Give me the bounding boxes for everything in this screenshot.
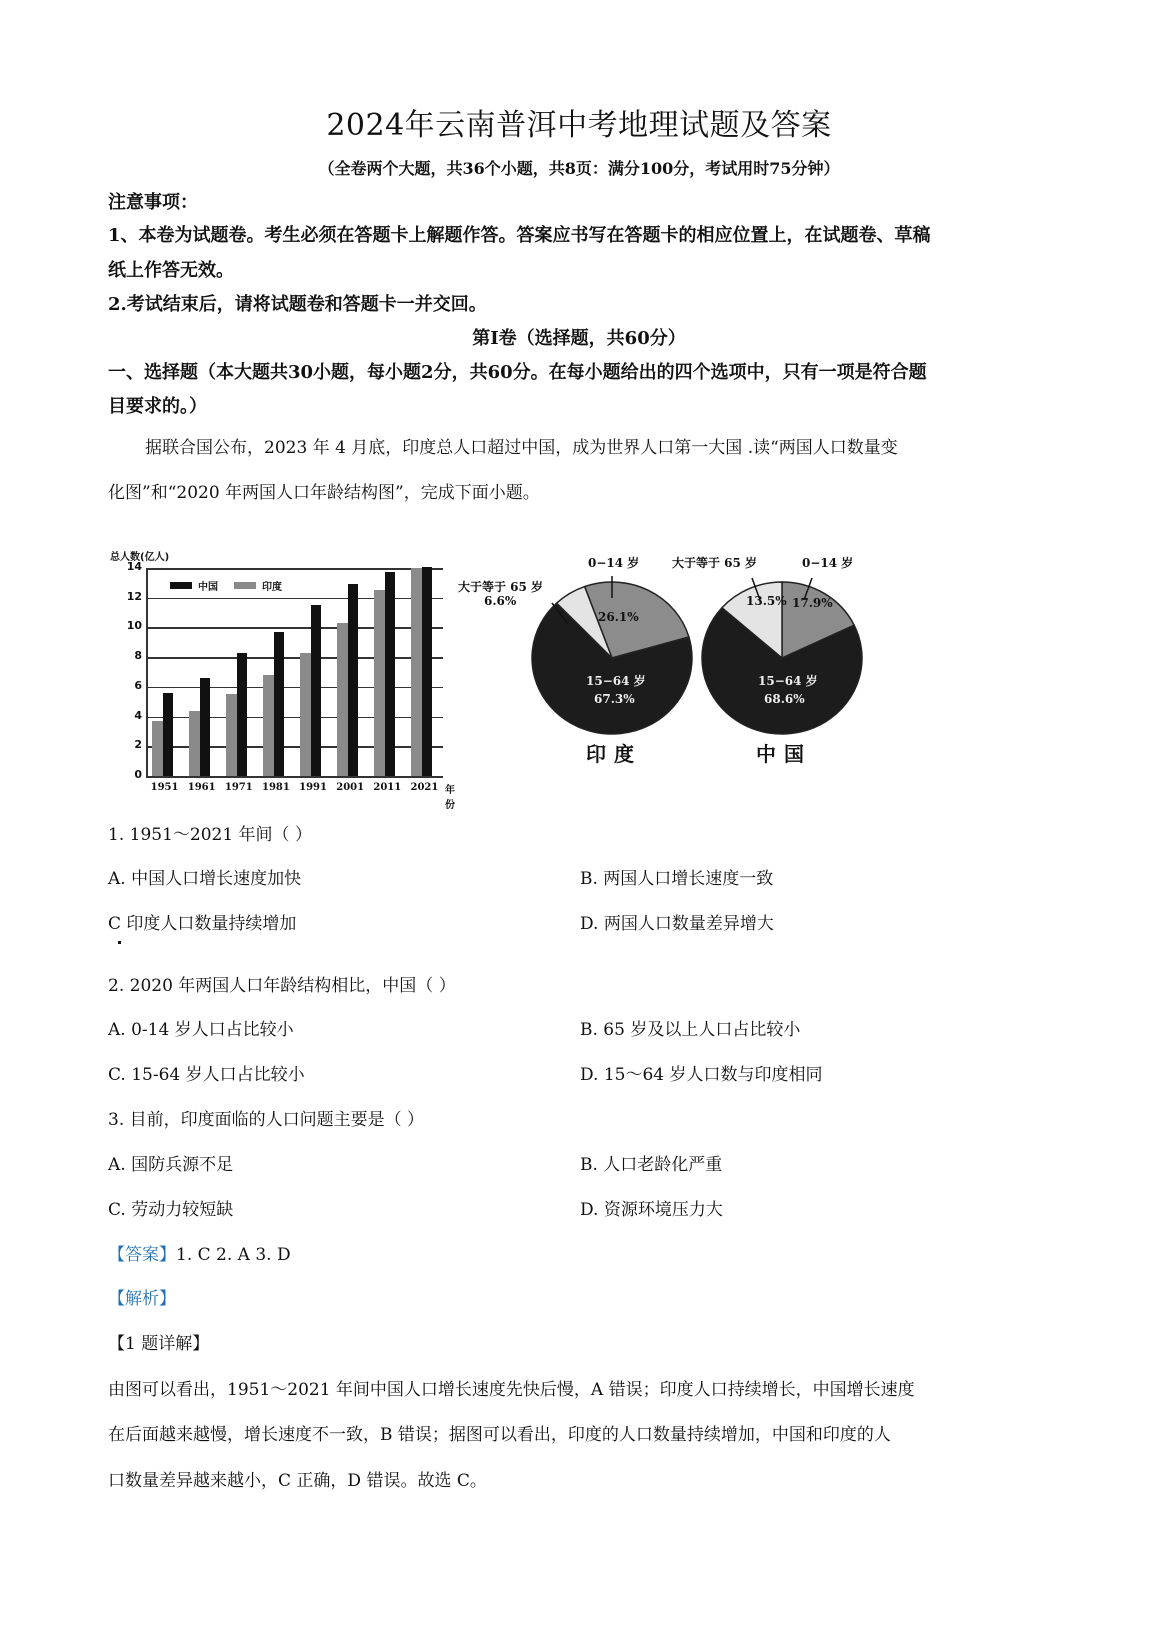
china-bar (311, 605, 321, 776)
india-label-65plus: 大于等于 65 岁 (458, 580, 544, 594)
india-label-0-14: 0−14 岁 (588, 556, 640, 570)
population-bar-chart (108, 548, 458, 811)
x-tick-label: 1961 (187, 782, 216, 793)
x-tick-label: 1981 (262, 782, 290, 793)
question-3-option-c: C. 劳动力较短缺 (108, 1200, 234, 1220)
question-1-stem: 1. 1951～2021 年间（ ） (108, 825, 312, 845)
india-bar (226, 694, 237, 776)
question-2-option-d: D. 15～64 岁人口数与印度相同 (580, 1065, 823, 1085)
india-bar (337, 623, 348, 776)
china-label-0-14: 0−14 岁 (802, 556, 854, 570)
india-bar (374, 590, 385, 776)
gridline (146, 776, 443, 778)
india-pie-title: 印度 (586, 742, 642, 766)
india-bar (263, 675, 274, 776)
document-title: 2024年云南普洱中考地理试题及答案 (326, 108, 832, 143)
china-bar (200, 678, 210, 776)
question-1-option-b: B. 两国人口增长速度一致 (580, 869, 774, 889)
question-1-option-d: D. 两国人口数量差异增大 (580, 914, 774, 934)
question-2-stem: 2. 2020 年两国人口年龄结构相比，中国（ ） (108, 976, 456, 996)
answer-line (108, 1240, 291, 1265)
china-label-65plus: 大于等于 65 岁 (672, 556, 758, 570)
x-tick-label: 2001 (336, 782, 365, 793)
y-tick-label: 10 (126, 619, 142, 633)
q1-analysis-line-1: 由图可以看出，1951～2021 年间中国人口增长速度先快后慢，A 错误；印度人口持续增长，中国增长速度 (108, 1380, 915, 1400)
document-subtitle: （全卷两个大题，共36个小题，共8页：满分100分，考试用时75分钟） (318, 159, 840, 178)
intro-paragraph-cont: 化图”和“2020 年两国人口年龄结构图”，完成下面小题。 (108, 483, 540, 503)
q1-analysis-line-3: 口数量差异越来越小，C 正确，D 错误。故选 C。 (108, 1471, 487, 1491)
y-tick-label: 6 (134, 678, 142, 692)
question-3-option-d: D. 资源环境压力大 (580, 1200, 723, 1220)
china-bar (237, 653, 247, 776)
part-heading: 一、选择题（本大题共30小题，每小题2分，共60分。在每小题给出的四个选项中，只有一项是符合题 (108, 362, 927, 383)
india-bar (300, 653, 311, 776)
plot-area (108, 548, 458, 811)
question-2-option-b: B. 65 岁及以上人口占比较小 (580, 1020, 801, 1040)
chart-legend (166, 578, 286, 593)
stray-dot (118, 941, 121, 944)
gridline (146, 568, 443, 570)
x-tick-label: 1991 (299, 782, 327, 793)
china-bar (348, 584, 358, 776)
question-3-option-a: A. 国防兵源不足 (108, 1155, 234, 1175)
china-value-65plus: 13.5% (746, 594, 787, 608)
china-bar (422, 567, 432, 776)
china-pie-chart (672, 548, 880, 788)
question-1-option-a: A. 中国人口增长速度加快 (108, 869, 302, 889)
china-pie-title: 中国 (756, 742, 812, 766)
intro-paragraph: 据联合国公布，2023 年 4 月底，印度总人口超过中国，成为世界人口第一大国 .读“两国人口数量变 (145, 438, 898, 458)
answer-label: 【答案】 (108, 1245, 176, 1265)
china-bar (163, 693, 173, 776)
legend-swatch-india (234, 582, 256, 589)
y-tick-label: 2 (134, 738, 142, 752)
x-axis-label: 年份 (445, 785, 455, 811)
y-tick-label: 0 (134, 768, 142, 781)
y-tick-label: 12 (126, 589, 142, 603)
china-label-15-64: 15−64 岁 (758, 674, 818, 688)
china-value-0-14: 17.9% (792, 596, 833, 610)
india-bar (152, 721, 163, 776)
question-2-option-c: C. 15-64 岁人口占比较小 (108, 1065, 305, 1085)
legend-swatch-china (170, 582, 192, 589)
y-tick-label: 8 (134, 649, 142, 663)
gridline (146, 627, 443, 629)
notice-heading: 注意事项： (108, 192, 198, 213)
x-tick-label: 2021 (410, 782, 439, 793)
china-bar (274, 632, 284, 776)
y-tick-label: 14 (126, 560, 142, 573)
answer-text: 1. C 2. A 3. D (176, 1245, 291, 1265)
y-axis-label: 总人数(亿人) (110, 552, 170, 563)
x-tick-label: 1971 (224, 782, 253, 793)
legend-label-china: 中国 (198, 582, 218, 593)
q1-analysis-line-2: 在后面越来越慢，增长速度不一致，B 错误；据图可以看出，印度的人口数量持续增加，中国和印度的人 (108, 1425, 891, 1445)
india-bar (411, 568, 422, 776)
notice-item-1-cont: 纸上作答无效。 (108, 260, 234, 281)
notice-item-2: 2.考试结束后，请将试题卷和答题卡一并交回。 (108, 294, 487, 315)
q1-analysis-heading: 【1 题详解】 (108, 1334, 210, 1354)
question-2-option-a: A. 0-14 岁人口占比较小 (108, 1020, 294, 1040)
part-heading-cont: 目要求的。） (108, 396, 207, 417)
x-tick-label: 2011 (373, 782, 402, 793)
notice-item-1: 1、本卷为试题卷。考生必须在答题卡上解题作答。答案应书写在答题卡的相应位置上，在试题卷、草稿 (108, 225, 931, 246)
x-tick-label: 1951 (150, 782, 179, 793)
gridline (146, 598, 443, 600)
india-bar (189, 711, 200, 776)
china-value-15-64: 68.6% (764, 692, 805, 706)
analysis-label: 【解析】 (108, 1289, 176, 1309)
india-pie-chart (458, 548, 700, 788)
india-value-65plus: 6.6% (484, 594, 517, 608)
legend-label-india: 印度 (262, 582, 282, 593)
y-tick-label: 4 (134, 708, 142, 722)
gridline (146, 657, 443, 659)
gridline (146, 687, 443, 689)
question-1-option-c: C 印度人口数量持续增加 (108, 914, 297, 934)
india-label-15-64: 15−64 岁 (586, 674, 646, 688)
china-bar (385, 572, 395, 776)
section-title: 第Ⅰ卷（选择题，共60分） (472, 328, 686, 349)
question-3-option-b: B. 人口老龄化严重 (580, 1155, 723, 1175)
question-3-stem: 3. 目前，印度面临的人口问题主要是（ ） (108, 1110, 425, 1130)
india-value-0-14: 26.1% (598, 610, 639, 624)
india-value-15-64: 67.3% (594, 692, 635, 706)
